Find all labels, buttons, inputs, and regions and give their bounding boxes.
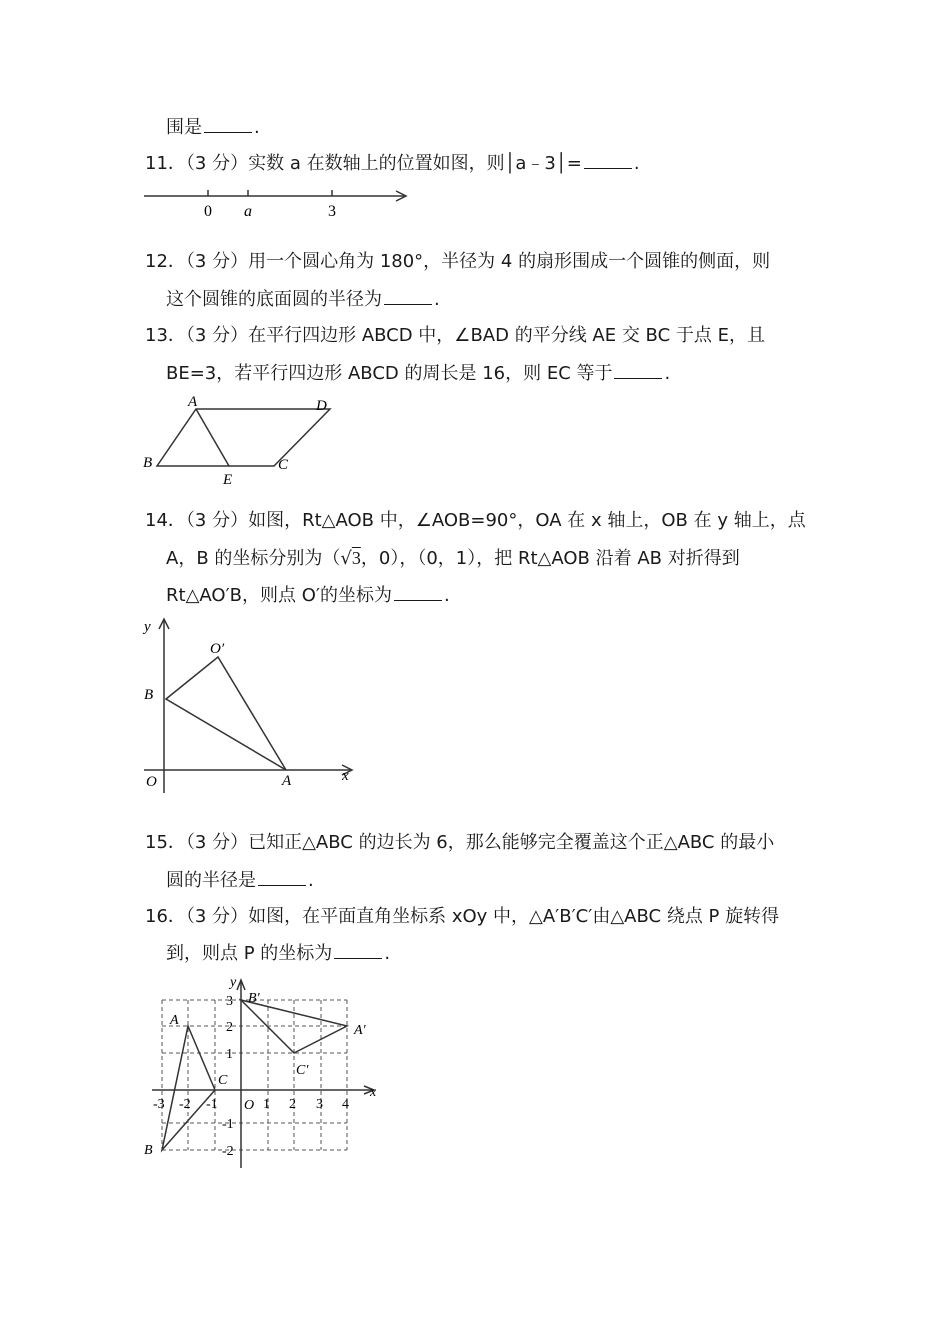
x-tick: -3 — [153, 1097, 165, 1112]
q15-line2: 圆的半径是 . — [166, 870, 314, 891]
axis-y-label: y — [230, 975, 237, 990]
x-tick: 3 — [316, 1097, 323, 1112]
label-O: O — [244, 1098, 255, 1113]
answer-blank[interactable] — [394, 584, 442, 601]
q14-line3: Rt△AO′B，则点 O′的坐标为 . — [166, 585, 450, 606]
label-E: E — [223, 472, 233, 488]
x-tick: 2 — [289, 1097, 296, 1112]
q10-tail: 围是 . — [166, 117, 260, 138]
label-C: C — [278, 457, 289, 473]
answer-blank[interactable] — [614, 362, 662, 379]
x-tick: -1 — [206, 1097, 218, 1112]
label-A: A — [170, 1013, 179, 1028]
y-tick: -1 — [222, 1117, 234, 1132]
answer-blank[interactable] — [334, 942, 382, 959]
q14-line2: A，B 的坐标分别为（√3，0），（0，1），把 Rt△AOB 沿着 AB 对折得到 — [166, 548, 740, 569]
y-tick: 3 — [226, 994, 233, 1009]
label-C-prime: C′ — [296, 1063, 309, 1078]
q16-grid-figure — [140, 970, 390, 1175]
label-A-prime: A′ — [354, 1023, 366, 1038]
x-tick: 1 — [263, 1097, 270, 1112]
answer-blank[interactable] — [258, 869, 306, 886]
q15-line1: 15．（3 分）已知正△ABC 的边长为 6，那么能够完全覆盖这个正△ABC 的最小 — [145, 832, 775, 853]
axis-x-label: x — [342, 768, 349, 784]
q13-line2: BE=3，若平行四边形 ABCD 的周长是 16，则 EC 等于 . — [166, 363, 671, 384]
x-tick: 4 — [342, 1097, 349, 1112]
q16-line2: 到，则点 P 的坐标为 . — [166, 943, 391, 964]
label-O: O — [146, 774, 157, 790]
label-A: A — [282, 773, 292, 789]
answer-blank[interactable] — [584, 152, 632, 169]
q13-line1: 13．（3 分）在平行四边形 ABCD 中，∠BAD 的平分线 AE 交 BC 于点 E，且 — [145, 325, 765, 346]
x-tick: -2 — [179, 1097, 191, 1112]
q16-line1: 16．（3 分）如图，在平面直角坐标系 xOy 中，△A′B′C′由△ABC 绕点 P 旋转得 — [145, 906, 780, 927]
label-D: D — [316, 398, 327, 414]
label-B: B — [144, 687, 154, 703]
label-B: B — [143, 455, 153, 471]
tick-0: 0 — [204, 203, 212, 220]
q14-line1: 14．（3 分）如图，Rt△AOB 中，∠AOB=90°，OA 在 x 轴上，OB 在 y 轴上，点 — [145, 510, 806, 531]
axis-y-label: y — [144, 619, 151, 635]
label-A: A — [188, 394, 198, 410]
q12-line1: 12．（3 分）用一个圆心角为 180°，半径为 4 的扇形围成一个圆锥的侧面，则 — [145, 251, 771, 272]
label-C: C — [218, 1073, 228, 1088]
y-tick: -2 — [222, 1144, 234, 1159]
tick-a: a — [244, 203, 252, 220]
tick-3: 3 — [328, 203, 336, 220]
label-B: B — [144, 1143, 153, 1158]
q13-parallelogram-figure — [140, 392, 340, 488]
q11-text: 11．（3 分）实数 a 在数轴上的位置如图，则│a﹣3│= . — [145, 153, 640, 174]
axis-x-label: x — [370, 1085, 377, 1100]
y-tick: 1 — [226, 1047, 233, 1062]
y-tick: 2 — [226, 1020, 233, 1035]
answer-blank[interactable] — [384, 288, 432, 305]
sqrt-symbol: √ — [340, 548, 352, 569]
answer-blank[interactable] — [204, 116, 252, 133]
q14-coordinate-figure — [138, 615, 360, 795]
label-O-prime: O′ — [210, 641, 225, 657]
q12-line2: 这个圆锥的底面圆的半径为 . — [166, 289, 440, 310]
q11-number-line — [140, 182, 420, 222]
label-B-prime: B′ — [248, 991, 260, 1006]
